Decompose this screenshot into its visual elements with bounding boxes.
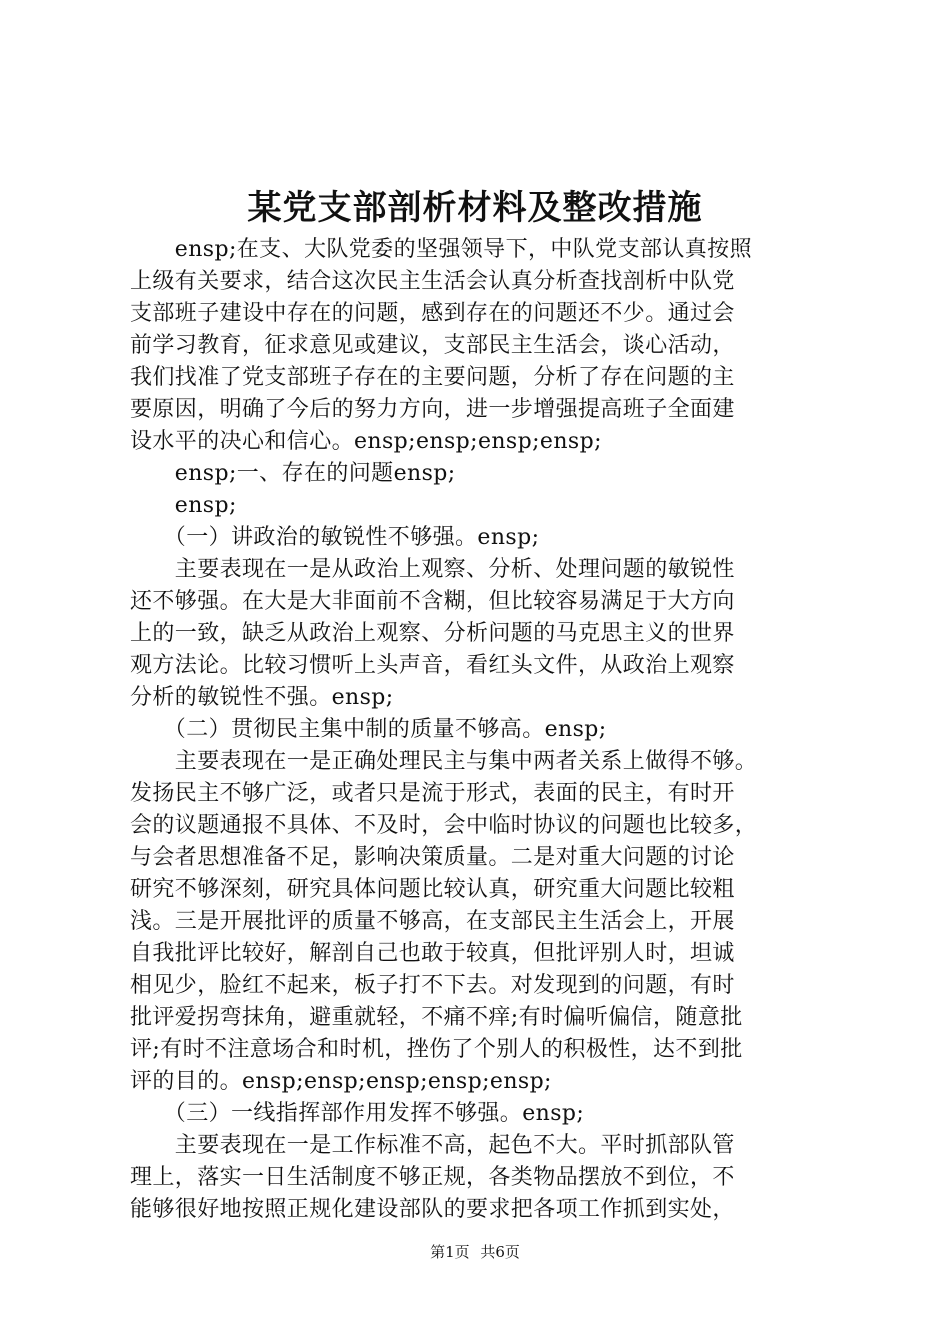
body-line: 前学习教育，征求意见或建议，支部民主生活会，谈心活动， bbox=[130, 333, 735, 358]
body-line: 主要表现在一是从政治上观察、分析、处理问题的敏锐性 bbox=[130, 557, 735, 582]
body-line: 支部班子建设中存在的问题，感到存在的问题还不少。通过会 bbox=[130, 301, 735, 326]
body-line: 评的目的。ensp;ensp;ensp;ensp;ensp; bbox=[130, 1069, 552, 1094]
body-line: 分析的敏锐性不强。ensp; bbox=[130, 685, 394, 710]
body-line: ensp;在支、大队党委的坚强领导下，中队党支部认真按照 bbox=[130, 237, 752, 262]
body-line: 与会者思想准备不足，影响决策质量。二是对重大问题的讨论 bbox=[130, 845, 735, 870]
page-footer bbox=[0, 1240, 950, 1264]
body-line: 评;有时不注意场合和时机，挫伤了个别人的积极性，达不到批 bbox=[130, 1037, 743, 1062]
body-line: 观方法论。比较习惯听上头声音，看红头文件，从政治上观察 bbox=[130, 653, 735, 678]
document-title: 某党支部剖析材料及整改措施 bbox=[247, 188, 703, 228]
document-body bbox=[130, 234, 830, 1226]
body-line: 相见少，脸红不起来，板子打不下去。对发现到的问题，有时 bbox=[130, 973, 735, 998]
body-line: 发扬民主不够广泛，或者只是流于形式，表面的民主，有时开 bbox=[130, 781, 735, 806]
body-line: 自我批评比较好，解剖自己也敢于较真，但批评别人时，坦诚 bbox=[130, 941, 735, 966]
body-line: （二）贯彻民主集中制的质量不够高。ensp; bbox=[130, 717, 607, 742]
body-line: 要原因，明确了今后的努力方向，进一步增强提高班子全面建 bbox=[130, 397, 735, 422]
body-line: 浅。三是开展批评的质量不够高，在支部民主生活会上，开展 bbox=[130, 909, 735, 934]
body-line: 上级有关要求，结合这次民主生活会认真分析查找剖析中队党 bbox=[130, 269, 735, 294]
body-line: 还不够强。在大是大非面前不含糊，但比较容易满足于大方向 bbox=[130, 589, 735, 614]
body-line: 设水平的决心和信心。ensp;ensp;ensp;ensp; bbox=[130, 429, 602, 454]
body-line: 上的一致，缺乏从政治上观察、分析问题的马克思主义的世界 bbox=[130, 621, 735, 646]
body-line: ensp;一、存在的问题ensp; bbox=[130, 461, 456, 486]
body-line: 能够很好地按照正规化建设部队的要求把各项工作抓到实处， bbox=[130, 1197, 735, 1222]
body-line: （一）讲政治的敏锐性不够强。ensp; bbox=[130, 525, 540, 550]
body-line: 主要表现在一是工作标准不高，起色不大。平时抓部队管 bbox=[130, 1133, 735, 1158]
body-line: 我们找准了党支部班子存在的主要问题，分析了存在问题的主 bbox=[130, 365, 735, 390]
page-number-current: 第1页 bbox=[430, 1243, 470, 1261]
body-line: ensp; bbox=[130, 493, 237, 518]
body-line: 会的议题通报不具体、不及时，会中临时协议的问题也比较多， bbox=[130, 813, 758, 838]
body-line: （三）一线指挥部作用发挥不够强。ensp; bbox=[130, 1101, 585, 1126]
body-line: 理上，落实一日生活制度不够正规，各类物品摆放不到位，不 bbox=[130, 1165, 735, 1190]
body-line: 研究不够深刻，研究具体问题比较认真，研究重大问题比较粗 bbox=[130, 877, 735, 902]
page-number-total: 共6页 bbox=[480, 1243, 520, 1261]
body-line: 批评爱拐弯抹角，避重就轻，不痛不痒;有时偏听偏信，随意批 bbox=[130, 1005, 743, 1030]
body-line: 主要表现在一是正确处理民主与集中两者关系上做得不够。 bbox=[130, 749, 758, 774]
